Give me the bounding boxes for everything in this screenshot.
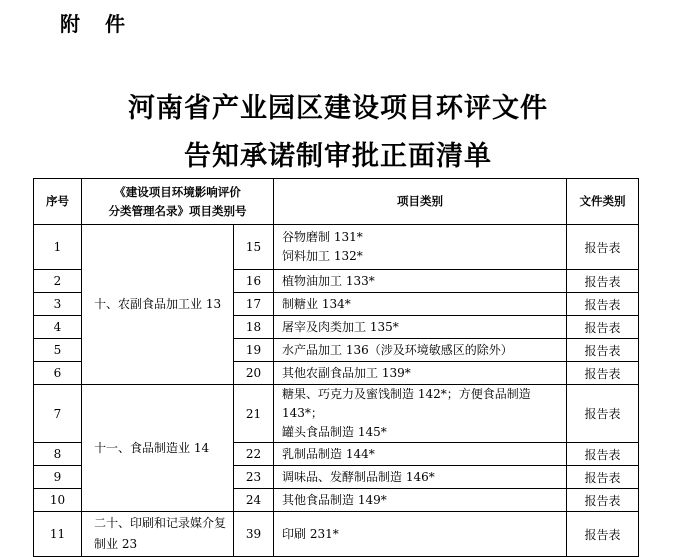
cell-code: 15 <box>234 225 274 270</box>
cell-doc-type: 报告表 <box>567 489 639 512</box>
cell-no: 8 <box>34 443 82 466</box>
cell-code: 16 <box>234 270 274 293</box>
header-doc-type: 文件类别 <box>567 179 639 225</box>
cell-doc-type: 报告表 <box>567 512 639 557</box>
category-line2: 制业 23 <box>94 537 138 551</box>
page-title-line2: 告知承诺制审批正面清单 <box>184 141 492 172</box>
cell-project: 水产品加工 136（涉及环境敏感区的除外） <box>274 339 567 362</box>
cell-project: 乳制品制造 144* <box>274 443 567 466</box>
header-no: 序号 <box>34 179 82 225</box>
cell-project: 屠宰及肉类加工 135* <box>274 316 567 339</box>
header-category-line1: 《建设项目环境影响评价 <box>114 184 241 199</box>
cell-category: 十一、食品制造业 14 <box>82 385 234 512</box>
page-title-line1: 河南省产业园区建设项目环评文件 <box>128 93 548 124</box>
project-line2: 罐头食品制造 145* <box>282 425 387 439</box>
header-project: 项目类别 <box>274 179 567 225</box>
table-row <box>34 385 639 443</box>
cell-code: 23 <box>234 466 274 489</box>
cell-doc-type: 报告表 <box>567 316 639 339</box>
cell-project <box>274 385 567 443</box>
cell-project: 其他食品制造 149* <box>274 489 567 512</box>
cell-project: 制糖业 134* <box>274 293 567 316</box>
cell-no: 5 <box>34 339 82 362</box>
attachment-label: 附 件 <box>60 12 127 36</box>
cell-doc-type: 报告表 <box>567 339 639 362</box>
category-line1: 二十、印刷和记录媒介复 <box>94 516 227 530</box>
cell-doc-type: 报告表 <box>567 270 639 293</box>
cell-project <box>274 225 567 270</box>
cell-code: 24 <box>234 489 274 512</box>
cell-code: 21 <box>234 385 274 443</box>
cell-no: 9 <box>34 466 82 489</box>
cell-no: 7 <box>34 385 82 443</box>
cell-code: 39 <box>234 512 274 557</box>
cell-no: 6 <box>34 362 82 385</box>
cell-doc-type: 报告表 <box>567 443 639 466</box>
cell-no: 3 <box>34 293 82 316</box>
cell-doc-type: 报告表 <box>567 362 639 385</box>
cell-code: 20 <box>234 362 274 385</box>
cell-category: 十、农副食品加工业 13 <box>82 225 234 385</box>
cell-doc-type: 报告表 <box>567 293 639 316</box>
cell-no: 11 <box>34 512 82 557</box>
cell-project: 其他农副食品加工 139* <box>274 362 567 385</box>
cell-doc-type: 报告表 <box>567 385 639 443</box>
cell-code: 19 <box>234 339 274 362</box>
cell-doc-type: 报告表 <box>567 225 639 270</box>
cell-code: 22 <box>234 443 274 466</box>
cell-no: 1 <box>34 225 82 270</box>
cell-project: 印刷 231* <box>274 512 567 557</box>
cell-code: 18 <box>234 316 274 339</box>
table-row <box>34 512 639 557</box>
cell-no: 2 <box>34 270 82 293</box>
table-header-row <box>34 179 639 225</box>
project-line2: 饲料加工 132* <box>282 249 363 263</box>
cell-no: 10 <box>34 489 82 512</box>
cell-project: 植物油加工 133* <box>274 270 567 293</box>
cell-category <box>82 512 234 557</box>
header-category <box>82 179 274 225</box>
cell-doc-type: 报告表 <box>567 466 639 489</box>
project-line1: 糖果、巧克力及蜜饯制造 142*；方便食品制造 143*； <box>282 387 531 420</box>
header-category-line2: 分类管理名录》项目类别号 <box>108 203 247 218</box>
cell-code: 17 <box>234 293 274 316</box>
table-row <box>34 225 639 270</box>
approval-list-table <box>33 178 639 557</box>
cell-project: 调味品、发酵制品制造 146* <box>274 466 567 489</box>
project-line1: 谷物磨制 131* <box>282 230 363 244</box>
cell-no: 4 <box>34 316 82 339</box>
